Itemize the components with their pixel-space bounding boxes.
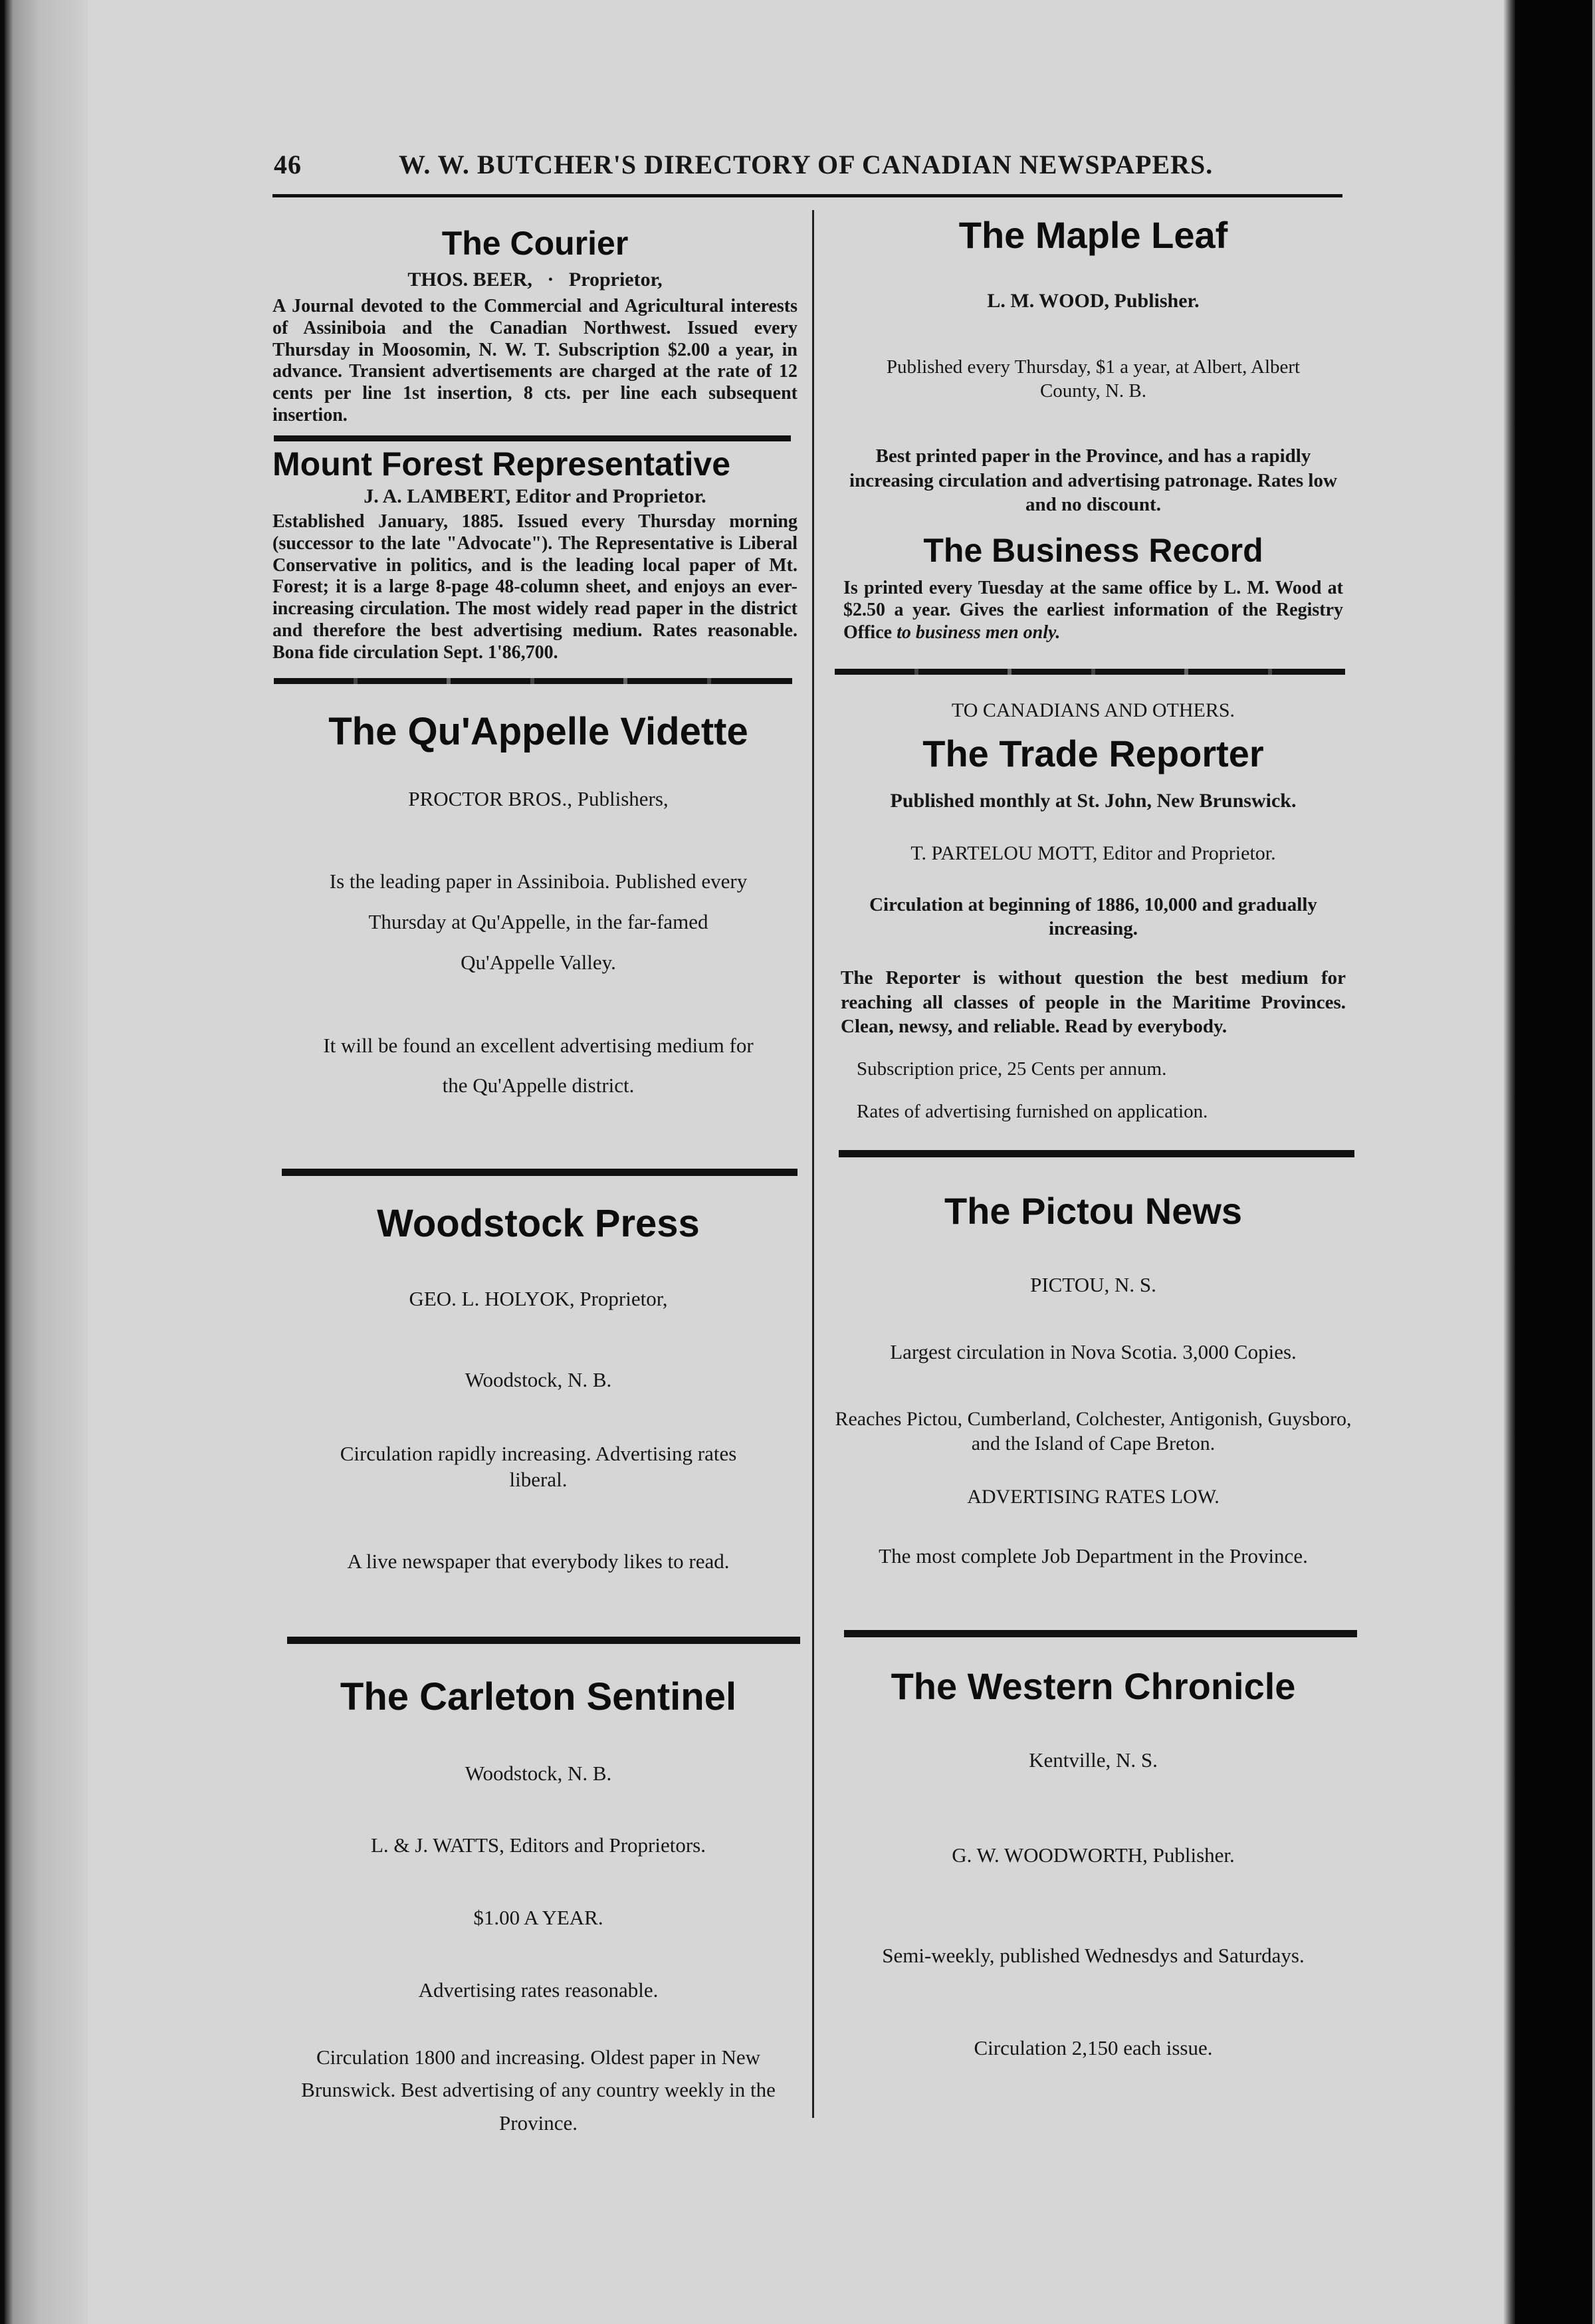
ad-divider	[844, 1630, 1357, 1637]
ad-editor: T. PARTELOU MOTT, Editor and Proprietor.	[910, 842, 1276, 865]
ad-line: Qu'Appelle Valley.	[461, 950, 616, 974]
ad-published: Published monthly at St. John, New Brunswick.	[890, 789, 1297, 812]
ad-divider	[282, 1169, 798, 1176]
ad-rates: ADVERTISING RATES LOW.	[967, 1485, 1220, 1508]
ad-schedule: Semi-weekly, published Wednesdys and Saturdays.	[882, 1943, 1305, 1967]
ad-divider	[274, 435, 791, 441]
ad-published: Published every Thursday, $1 a year, at Albert, Albert County, N. B.	[886, 356, 1301, 402]
ad-circulation: Circulation 2,150 each issue.	[974, 2035, 1213, 2059]
ad-circulation: Circulation 1800 and increasing. Oldest paper in New Brunswick. Best advertising of any country weekly in the Province.	[301, 2045, 776, 2135]
header-rule	[272, 194, 1342, 197]
ad-divider	[835, 669, 1345, 675]
ad-place: Woodstock, N. B.	[465, 1368, 612, 1392]
ad-rates: Rates of advertising furnished on application.	[857, 1101, 1208, 1123]
page-right-edge	[1503, 0, 1595, 2324]
ad-the-western-chronicle	[827, 1665, 1359, 2061]
ad-the-trade-reporter	[827, 698, 1359, 1124]
ad-paper: Best printed paper in the Province, and has a rapidly increasing circulation and advertising patronage. Rates low and no discount.	[849, 445, 1337, 515]
running-head	[187, 149, 1344, 189]
ad-title: The Carleton Sentinel	[340, 1675, 737, 1718]
ad-body: Established January, 1885. Issued every Thursday morning (successor to the late "Advocate"). The Representative is Liberal Conservative in politics, and is the leading local paper of Mt. Forest; it is a large 8-page 48-column sheet, and enjoys an ever-increasing circulation. The most widely read paper in the district and therefore the best advertising medium. Rates reasonable. Bona fide circulation Sept. 1'86,700.	[272, 511, 798, 663]
ad-the-carleton-sentinel	[272, 1675, 804, 2139]
ad-the-pictou-news	[827, 1190, 1359, 1569]
ad-title: The Qu'Appelle Vidette	[328, 710, 748, 753]
ad-tagline: A live newspaper that everybody likes to read.	[347, 1549, 730, 1573]
ad-price: $1.00 A YEAR.	[473, 1906, 603, 1930]
ad-title: The Western Chronicle	[891, 1665, 1296, 1707]
ad-editor: J. A. LAMBERT, Editor and Proprietor.	[364, 485, 706, 507]
ad-circulation: Circulation rapidly increasing. Advertising rates liberal.	[340, 1442, 737, 1491]
ad-editors: L. & J. WATTS, Editors and Proprietors.	[370, 1833, 706, 1857]
ad-publisher: L. M. WOOD, Publisher.	[987, 290, 1200, 312]
page-number: 46	[274, 150, 302, 179]
ad-title: The Maple Leaf	[958, 214, 1228, 256]
ad-the-quappelle-vidette	[272, 710, 804, 1099]
ad-place: Kentville, N. S.	[1029, 1748, 1158, 1772]
ad-the-courier	[272, 225, 798, 427]
ad-the-business-record	[827, 532, 1359, 643]
ad-woodstock-press	[272, 1202, 804, 1574]
ad-publishers: PROCTOR BROS., Publishers,	[408, 786, 669, 810]
ad-place: PICTOU, N. S.	[1030, 1273, 1156, 1297]
ad-body	[843, 577, 1343, 644]
ad-mount-forest-representative	[272, 445, 798, 663]
ad-the-maple-leaf	[827, 214, 1359, 517]
ad-divider	[274, 678, 792, 684]
ad-circulation: Circulation at beginning of 1886, 10,000 and gradually increasing.	[869, 893, 1317, 940]
ad-job: The most complete Job Department in the Province.	[879, 1544, 1308, 1568]
ad-reporter: The Reporter is without question the best medium for reaching all classes of people in the Maritime Provinces. Clean, newsy, and reliable. Read by everybody.	[841, 967, 1346, 1037]
ad-divider	[287, 1637, 800, 1644]
ad-proprietor: GEO. L. HOLYOK, Proprietor,	[409, 1286, 668, 1310]
ad-line: Is the leading paper in Assiniboia. Published every	[329, 870, 748, 893]
ad-body-emphasis: to business men only.	[897, 622, 1061, 643]
ad-line: It will be found an excellent advertising medium for	[323, 1033, 754, 1057]
ad-subscription: Subscription price, 25 Cents per annum.	[857, 1058, 1167, 1080]
ad-title: The Pictou News	[944, 1190, 1243, 1232]
ad-line: the Qu'Appelle district.	[442, 1074, 635, 1098]
ad-line: Thursday at Qu'Appelle, in the far-famed	[368, 910, 708, 934]
column-divider	[812, 210, 814, 2118]
ad-title: Mount Forest Representative	[272, 445, 731, 483]
ad-body: A Journal devoted to the Commercial and Agricultural interests of Assiniboia and the Canadian Northwest. Issued every Thursday in Moosomin, N. W. T. Subscription $2.00 a year, in advance. Transient advertisements are charged at the rate of 12 cents per line 1st insertion, 8 cts. per line each subsequent insertion.	[272, 296, 798, 425]
ad-place: Woodstock, N. B.	[465, 1761, 612, 1785]
ad-title: Woodstock Press	[377, 1202, 700, 1245]
ad-proprietor: THOS. BEER, · Proprietor,	[407, 268, 663, 290]
ad-title: The Trade Reporter	[922, 732, 1264, 774]
ad-divider	[839, 1150, 1354, 1157]
page-binding-edge	[0, 0, 88, 2324]
ad-title: The Business Record	[923, 532, 1263, 569]
ad-publisher: G. W. WOODWORTH, Publisher.	[952, 1843, 1235, 1867]
ad-title: The Courier	[441, 225, 629, 262]
page-title: W. W. BUTCHER'S DIRECTORY OF CANADIAN NEWSPAPERS.	[399, 150, 1214, 179]
ad-rates: Advertising rates reasonable.	[418, 1978, 659, 2002]
ad-circulation: Largest circulation in Nova Scotia. 3,000 Copies.	[890, 1340, 1297, 1364]
ad-body-text: Is printed every Tuesday at the same office by L. M. Wood at $2.50 a year. Gives the earliest information of the Registry Office	[843, 577, 1343, 643]
ad-reaches: Reaches Pictou, Cumberland, Colchester, Antigonish, Guysboro, and the Island of Cape Breton.	[835, 1407, 1352, 1455]
ad-preface: TO CANADIANS AND OTHERS.	[951, 699, 1235, 721]
